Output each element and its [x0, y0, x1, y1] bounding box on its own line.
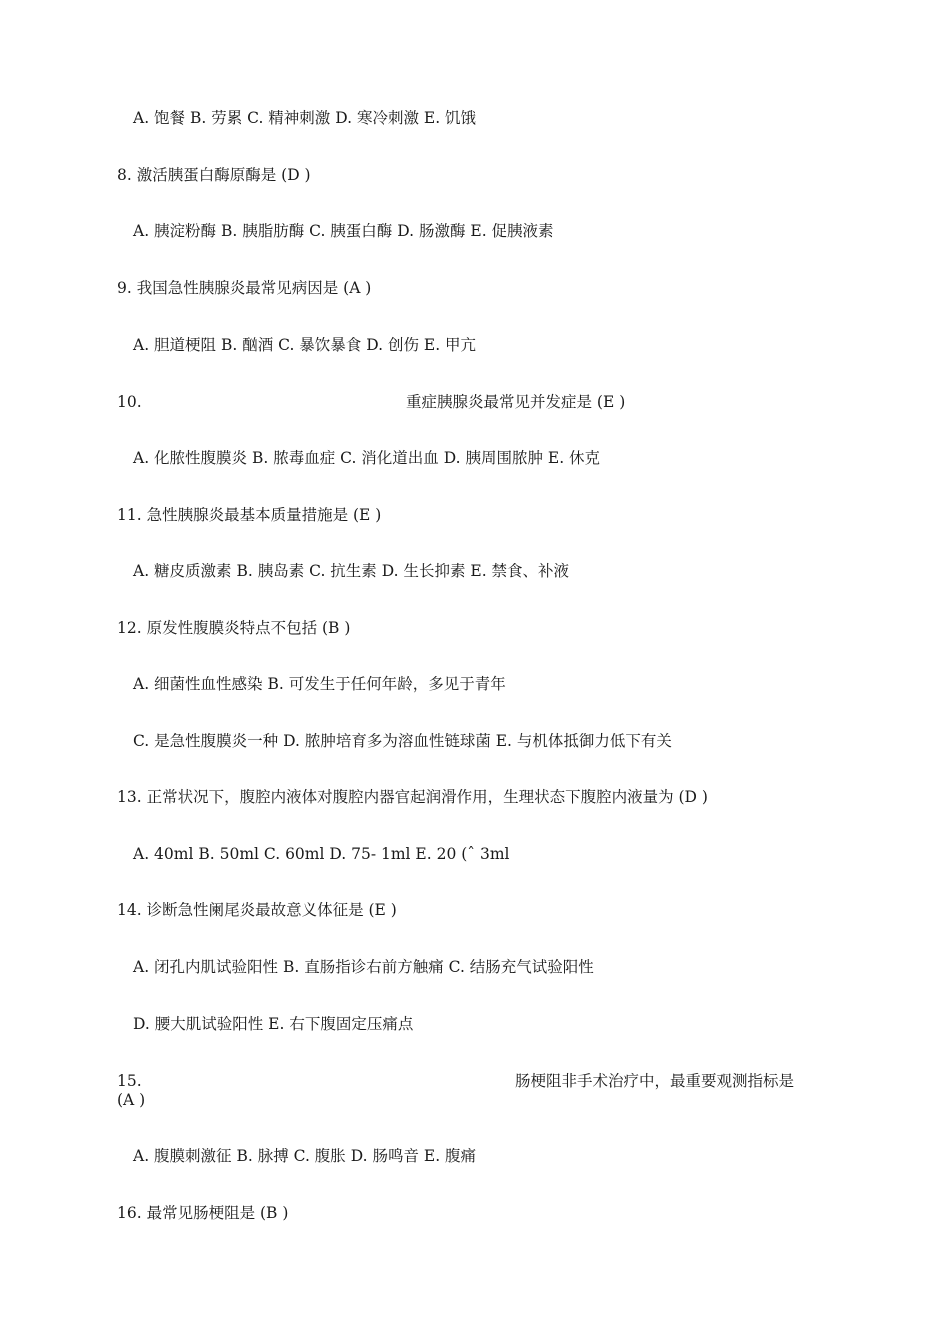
question-15-number: 15.: [117, 1072, 142, 1090]
q14-options-line2: D. 腰大肌试验阳性 E. 右下腹固定压痛点: [133, 1015, 414, 1033]
q7-options: A. 饱餐 B. 劳累 C. 精神刺激 D. 寒冷刺激 E. 饥饿: [133, 109, 477, 127]
q9-options: A. 胆道梗阻 B. 酗酒 C. 暴饮暴食 D. 创伤 E. 甲亢: [133, 336, 477, 354]
question-15-answer: (A ): [117, 1091, 146, 1109]
question-16: 16. 最常见肠梗阻是 (B ): [117, 1204, 289, 1222]
q10-options: A. 化脓性腹膜炎 B. 脓毒血症 C. 消化道出血 D. 胰周围脓肿 E. 休克: [133, 449, 601, 467]
q12-options-line2: C. 是急性腹膜炎一种 D. 脓肿培育多为溶血性链球菌 E. 与机体抵御力低下有关: [133, 732, 672, 750]
question-11: 11. 急性胰腺炎最基本质量措施是 (E ): [117, 506, 382, 524]
question-9: 9. 我国急性胰腺炎最常见病因是 (A ): [117, 279, 372, 297]
question-12: 12. 原发性腹膜炎特点不包括 (B ): [117, 619, 351, 637]
question-10-number: 10.: [117, 393, 142, 411]
question-14: 14. 诊断急性阑尾炎最故意义体征是 (E ): [117, 901, 397, 919]
q8-options: A. 胰淀粉酶 B. 胰脂肪酶 C. 胰蛋白酶 D. 肠激酶 E. 促胰液素: [133, 222, 554, 240]
q11-options: A. 糖皮质激素 B. 胰岛素 C. 抗生素 D. 生长抑素 E. 禁食、补液: [133, 562, 570, 580]
q14-options-line1: A. 闭孔内肌试验阳性 B. 直肠指诊右前方触痛 C. 结肠充气试验阳性: [133, 958, 594, 976]
question-15-text: 肠梗阻非手术治疗中，最重要观测指标是: [515, 1072, 795, 1090]
question-10-text: 重症胰腺炎最常见并发症是 (E ): [406, 393, 626, 411]
q12-options-line1: A. 细菌性血性感染 B. 可发生于任何年龄，多见于青年: [133, 675, 506, 693]
question-8: 8. 激活胰蛋白酶原酶是 (D ): [117, 166, 311, 184]
q15-options: A. 腹膜刺激征 B. 脉搏 C. 腹胀 D. 肠鸣音 E. 腹痛: [133, 1147, 477, 1165]
question-13: 13. 正常状况下，腹腔内液体对腹腔内器官起润滑作用，生理状态下腹腔内液量为 (D ): [117, 788, 708, 806]
q13-options: A. 40ml B. 50ml C. 60ml D. 75- 1ml E. 20 (ˆ 3ml: [133, 845, 510, 863]
